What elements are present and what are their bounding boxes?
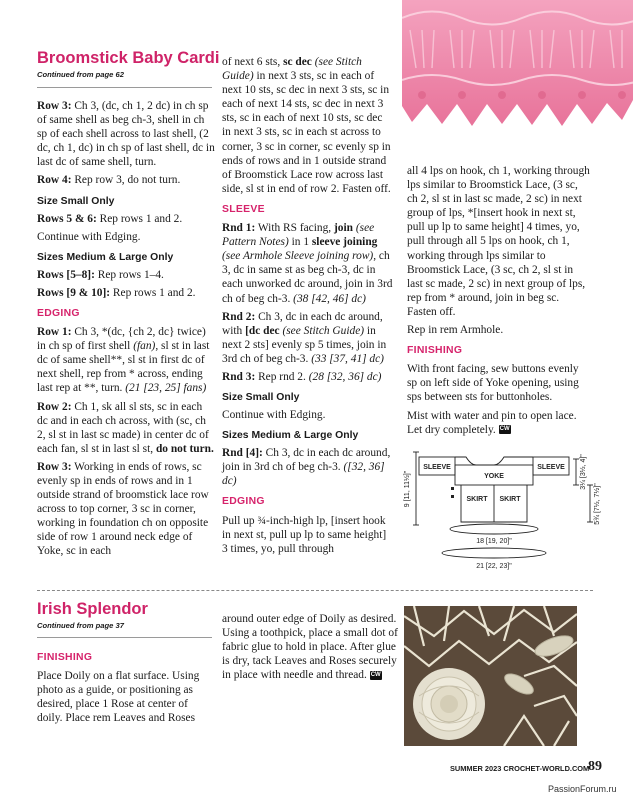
diagram-sleeve-right: SLEEVE	[537, 464, 565, 471]
continue-edging-text: Continue with Edging.	[37, 230, 141, 243]
edging-row2-paragraph: Row 2: Ch 1, sk all sl sts, sc in each dc and in each ch across, with (sc, ch 2, sl st in last sc made) in center dc of each fan, sl st in last sl st, do not turn.	[37, 400, 214, 455]
pink-lace-image	[402, 0, 633, 151]
rnd3-paragraph: Rnd 3: Rep rnd 2. (28 [32, 36] dc)	[222, 370, 382, 383]
size-medium-large-heading: Sizes Medium & Large Only	[37, 251, 174, 263]
article2-column-1	[37, 644, 215, 729]
sleeve-continue-edging-text: Continue with Edging.	[222, 409, 326, 422]
article-title: Broomstick Baby Cardi	[37, 49, 220, 67]
buttons-paragraph: With front facing, sew buttons evenly sp on left side of Yoke opening, using sps between sts for buttonholes.	[407, 363, 579, 404]
sleeve-size-ml-heading: Sizes Medium & Large Only	[222, 430, 359, 442]
size-small-heading: Size Small Only	[37, 195, 115, 207]
article2-finishing-paragraph: Place Doily on a flat surface. Using photo as a guide, or positioning as desired, place 1 Rose at center of doily. Place rem Leaves and Roses	[37, 670, 200, 725]
irish-doily-image	[404, 606, 577, 746]
article2-continued-from: Continued from page 37	[37, 621, 124, 630]
article2-column-2	[222, 612, 400, 686]
column-3	[407, 164, 591, 441]
diagram-height-label: 9 [11, 11½]"	[404, 470, 411, 508]
rnd4-paragraph: Rnd [4]: Ch 3, dc in each dc around, join in 3rd ch of beg ch-3. ([32, 36] dc)	[222, 447, 391, 488]
cw-icon: CW	[499, 426, 510, 433]
diagram-yoke-height-label: 3¼ [3½, 4]"	[580, 454, 587, 490]
mist-paragraph: Mist with water and pin to open lace. Let dry completely. CW	[407, 409, 577, 436]
col3-edging-paragraph: all 4 lps on hook, ch 1, working through lps similar to Broomstick Lace, (3 sc, ch 2, sl st in last sc made, 2 sc) in next group of lps, *[insert hook in next st, pull up lp to same height] 4 times, yo, pull through all 5 lps on hook, ch 1, working through lps similar to Broomstick Lace, (3 sc, ch 2, sl st in last sc made, 2 sc) in next group of lps, rep from * around, join in beg sc. Fasten off.	[407, 165, 590, 318]
rows58-paragraph: Rows [5–8]: Rep rows 1–4.	[37, 268, 164, 281]
diagram-hem-label: 21 [22, 23]"	[476, 563, 512, 570]
continued-from: Continued from page 62	[37, 70, 124, 79]
diagram-skirt-height-label: 5¾ [7½, 7½]"	[594, 483, 601, 525]
edging-row1-paragraph: Row 1: Ch 3, *(dc, {ch 2, dc} twice) in ch sp of first shell (fan), sl st in last dc of same shell**, sl st in first dc of next shell, rep from * across, ending last rep at **, turn. (21 [23, 25] fans)	[37, 326, 210, 395]
sleeve-size-small-heading: Size Small Only	[222, 392, 300, 404]
rnd1-paragraph: Rnd 1: With RS facing, join (see Pattern Notes) in 1 sleeve joining (see Armhole Sleeve joining row), ch 3, dc in same st as beg ch-3, dc in each unworked dc around, join in 3rd ch of beg ch-3. (38 [42, 46] dc)	[222, 222, 393, 305]
section-divider	[37, 590, 593, 591]
pink-lace-photo	[402, 0, 633, 151]
cw-icon: CW	[370, 672, 381, 679]
diagram-skirt-right: SKIRT	[499, 496, 521, 503]
page-number: 89	[588, 759, 602, 774]
edging-row3-paragraph: Row 3: Working in ends of rows, sc evenly sp in ends of rows and in 1 outside strand of broomstick lace row across to top corner, 3 sc in corner, working in foundation ch on opposite side of row 1 around neck edge of Yoke, sc in each	[37, 460, 209, 558]
irish-doily-photo	[404, 606, 577, 746]
cardi-schematic	[396, 437, 608, 577]
sleeve-edging-heading: EDGING	[222, 496, 265, 508]
rows910-paragraph: Rows [9 & 10]: Rep rows 1 and 2.	[37, 286, 196, 299]
diagram-skirt-left: SKIRT	[466, 496, 488, 503]
footer-issue: SUMMER 2023 CROCHET-WORLD.COM	[450, 764, 590, 773]
watermark: PassionForum.ru	[548, 784, 617, 794]
edging-continued-paragraph: of next 6 sts, sc dec (see Stitch Guide) in next 3 sts, sc in each of next 10 sts, sc dec in next 3 sts, sc in each of next 14 sts, sc dec in next 3 sts, sc in each of next 10 sts, sc dec in next 3 sts, sc in each st across to corner, 3 sc in corner, sc evenly sp in ends of rows and in 1 outside strand of Broomstick Lace row across last side, sl st in end of row 2. Fasten off.	[222, 56, 391, 195]
sleeve-heading: SLEEVE	[222, 203, 265, 215]
rep-armhole-text: Rep in rem Armhole.	[407, 324, 504, 337]
row3-paragraph: Row 3: Ch 3, (dc, ch 1, 2 dc) in ch sp of same shell as beg ch-3, shell in ch sp of each shell across to last shell, (2 dc, ch 1, dc) in ch sp of last shell, dc in last dc of same shell, turn.	[37, 100, 215, 169]
article2-title: Irish Splendor	[37, 600, 148, 618]
crochet-rose	[413, 668, 485, 740]
rows56-paragraph: Rows 5 & 6: Rep rows 1 and 2.	[37, 212, 183, 225]
article2-title-divider	[37, 637, 212, 638]
article2-finishing-heading: FINISHING	[37, 652, 93, 663]
rnd2-paragraph: Rnd 2: Ch 3, dc in each dc around, with [dc dec (see Stitch Guide) in next 2 sts] evenly sp 5 times, join in 3rd ch of beg ch-3. (33 [37, 41] dc)	[222, 310, 387, 365]
title-divider	[37, 87, 212, 88]
column-1	[37, 99, 215, 563]
column-2	[222, 55, 394, 560]
edging-heading: EDGING	[37, 307, 80, 319]
diagram-chest-label: 18 [19, 20]"	[476, 538, 512, 545]
diagram-sleeve-left: SLEEVE	[423, 464, 451, 471]
article2-finishing-continued: around outer edge of Doily as desired. Using a toothpick, place a small dot of fabric glue to hold in place. After glue is dry, tack Leaves and Roses securely in place with needle and thread. CW	[222, 613, 398, 682]
sleeve-edging-paragraph: Pull up ¾-inch-high lp, [insert hook in next st, pull up lp to same height] 3 times, yo, pull through	[222, 514, 387, 555]
row4-paragraph: Row 4: Rep row 3, do not turn.	[37, 174, 181, 187]
finishing-heading: FINISHING	[407, 345, 463, 357]
diagram-yoke: YOKE	[484, 473, 504, 480]
